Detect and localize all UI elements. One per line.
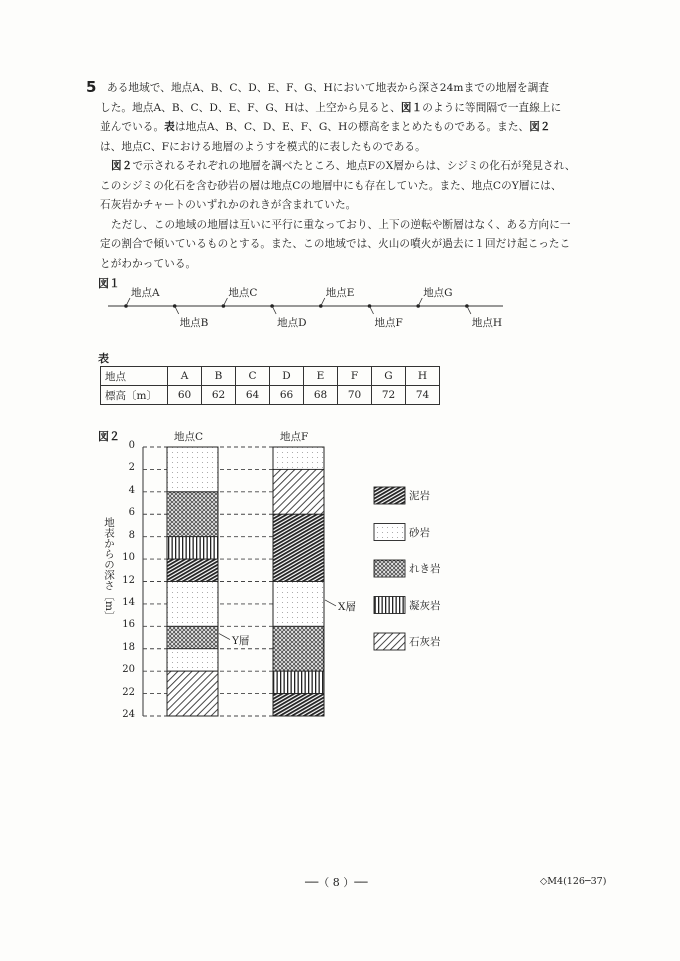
para2-line3: 石灰岩かチャートのいずれかのれきが含まれていた。 bbox=[100, 199, 357, 211]
point-label: 地点B bbox=[179, 317, 209, 329]
legend-label: れき岩 bbox=[409, 563, 441, 575]
point-label: 地点F bbox=[374, 317, 403, 329]
ref-fig2: 図２ bbox=[111, 160, 133, 172]
y-tick-label: 16 bbox=[122, 619, 135, 631]
layer-conglomerate bbox=[167, 626, 218, 648]
layer-tuff bbox=[273, 671, 324, 693]
y-tick-label: 20 bbox=[122, 664, 135, 676]
legend-swatch-conglomerate bbox=[374, 560, 405, 577]
table-title: 表 bbox=[98, 352, 109, 365]
text: した。地点A、B、C、D、E、F、G、Hは、上空から見ると、 bbox=[100, 101, 401, 114]
ref-fig1: 図１ bbox=[400, 101, 423, 114]
point-label: 地点C bbox=[228, 287, 258, 299]
table-cell: 60 bbox=[168, 386, 202, 405]
table-col-header: B bbox=[202, 367, 236, 386]
figure1-title: 図１ bbox=[98, 277, 120, 290]
layer-mudstone bbox=[167, 559, 218, 581]
layer-conglomerate bbox=[273, 626, 324, 671]
y-tick-label: 4 bbox=[128, 484, 135, 496]
column-title: 地点F bbox=[280, 431, 309, 443]
layer-mudstone bbox=[273, 514, 324, 581]
para1-line1: ある地域で、地点A、B、C、D、E、F、G、Hにおいて地表から深さ24mまでの地層を調査 bbox=[107, 82, 550, 94]
layer-conglomerate bbox=[167, 492, 218, 537]
table-header-label: 地点 bbox=[101, 367, 168, 386]
legend-label: 砂岩 bbox=[409, 526, 430, 539]
legend bbox=[374, 487, 405, 650]
y-tick-label: 24 bbox=[122, 709, 135, 720]
table-col-header: D bbox=[270, 367, 304, 386]
table-cell: 64 bbox=[236, 386, 270, 405]
question-number: 5 bbox=[86, 78, 97, 96]
legend-swatch-mudstone bbox=[374, 487, 405, 504]
layer-limestone bbox=[167, 671, 218, 716]
layer-sandstone bbox=[273, 447, 324, 469]
annotation-label: X層 bbox=[338, 600, 356, 613]
para1-line4: は、地点C、Fにおける地層のようすを模式的に表したものである。 bbox=[100, 140, 426, 153]
table-col-header: F bbox=[338, 367, 372, 386]
layer-sandstone bbox=[167, 447, 218, 492]
y-axis-label: 地表からの深さ〔m〕 bbox=[103, 517, 115, 622]
table-col-header: E bbox=[304, 367, 338, 386]
y-tick-label: 10 bbox=[122, 552, 135, 564]
layer-limestone bbox=[273, 469, 324, 514]
para3-line3: とがわかっている。 bbox=[100, 257, 197, 270]
y-tick-label: 8 bbox=[128, 529, 135, 541]
annotation-label: Y層 bbox=[232, 634, 250, 647]
legend-label: 凝灰岩 bbox=[409, 599, 441, 612]
annotation-leader bbox=[219, 634, 230, 640]
y-tick-label: 14 bbox=[122, 596, 135, 608]
exam-code: ◇M4(126─37) bbox=[540, 876, 607, 887]
text: で示されるそれぞれの地層を調べたところ、地点FのX層からは、シジミの化石が発見され、 bbox=[132, 160, 576, 172]
para3-line1: ただし、この地域の地層は互いに平行に重なっており、上下の逆転や断層はなく、ある方向に一 bbox=[111, 218, 571, 231]
column-title: 地点C bbox=[174, 431, 204, 443]
point-label: 地点H bbox=[471, 317, 503, 329]
point-label: 地点A bbox=[131, 287, 160, 299]
point-label: 地点D bbox=[277, 317, 307, 329]
layer-sandstone bbox=[167, 582, 218, 627]
ref-fig2: 図２ bbox=[529, 121, 551, 133]
text: 並んでいる。 bbox=[100, 121, 165, 133]
table-col-header: G bbox=[372, 367, 406, 386]
y-tick-label: 6 bbox=[128, 507, 135, 519]
ref-table: 表 bbox=[164, 121, 175, 133]
layer-sandstone bbox=[167, 649, 218, 671]
text: は地点A、B、C、D、E、F、G、Hの標高をまとめたものである。また、 bbox=[174, 121, 530, 133]
y-tick-label: 22 bbox=[122, 686, 135, 698]
para3-line2: 定の割合で傾いているものとする。また、この地域では、火山の噴火が過去に１回だけ起こったこ bbox=[100, 238, 571, 250]
table-row-label: 標高〔m〕 bbox=[101, 386, 168, 405]
y-tick-label: 2 bbox=[128, 462, 135, 474]
annotation-leader bbox=[325, 600, 336, 606]
table-col-header: A bbox=[168, 367, 202, 386]
legend-swatch-tuff bbox=[374, 597, 405, 614]
legend-label: 泥岩 bbox=[409, 490, 430, 502]
layer-mudstone bbox=[273, 694, 324, 716]
y-tick-label: 0 bbox=[128, 440, 135, 451]
table-cell: 68 bbox=[304, 386, 338, 405]
para2-line2: このシジミの化石を含む砂岩の層は地点Cの地層中にも存在していた。また、地点CのY層には、 bbox=[100, 179, 562, 192]
table-col-header: C bbox=[236, 367, 270, 386]
page-number: ──（ 8 ）── bbox=[305, 876, 368, 889]
y-tick-label: 12 bbox=[122, 574, 135, 586]
layer-sandstone bbox=[273, 582, 324, 627]
legend-label: 石灰岩 bbox=[409, 636, 441, 648]
table-cell: 74 bbox=[406, 386, 440, 405]
strata-columns bbox=[167, 447, 324, 716]
point-label: 地点G bbox=[423, 287, 453, 299]
legend-swatch-sandstone bbox=[374, 524, 405, 541]
table-cell: 62 bbox=[202, 386, 236, 405]
figure2-title: 図２ bbox=[98, 430, 120, 443]
table-cell: 66 bbox=[270, 386, 304, 405]
y-tick-label: 18 bbox=[122, 641, 135, 653]
text: のように等間隔で一直線上に bbox=[422, 101, 562, 114]
table-col-header: H bbox=[406, 367, 440, 386]
legend-swatch-limestone bbox=[374, 633, 405, 650]
point-label: 地点E bbox=[325, 287, 355, 299]
table-cell: 70 bbox=[338, 386, 372, 405]
table-cell: 72 bbox=[372, 386, 406, 405]
layer-tuff bbox=[167, 537, 218, 559]
